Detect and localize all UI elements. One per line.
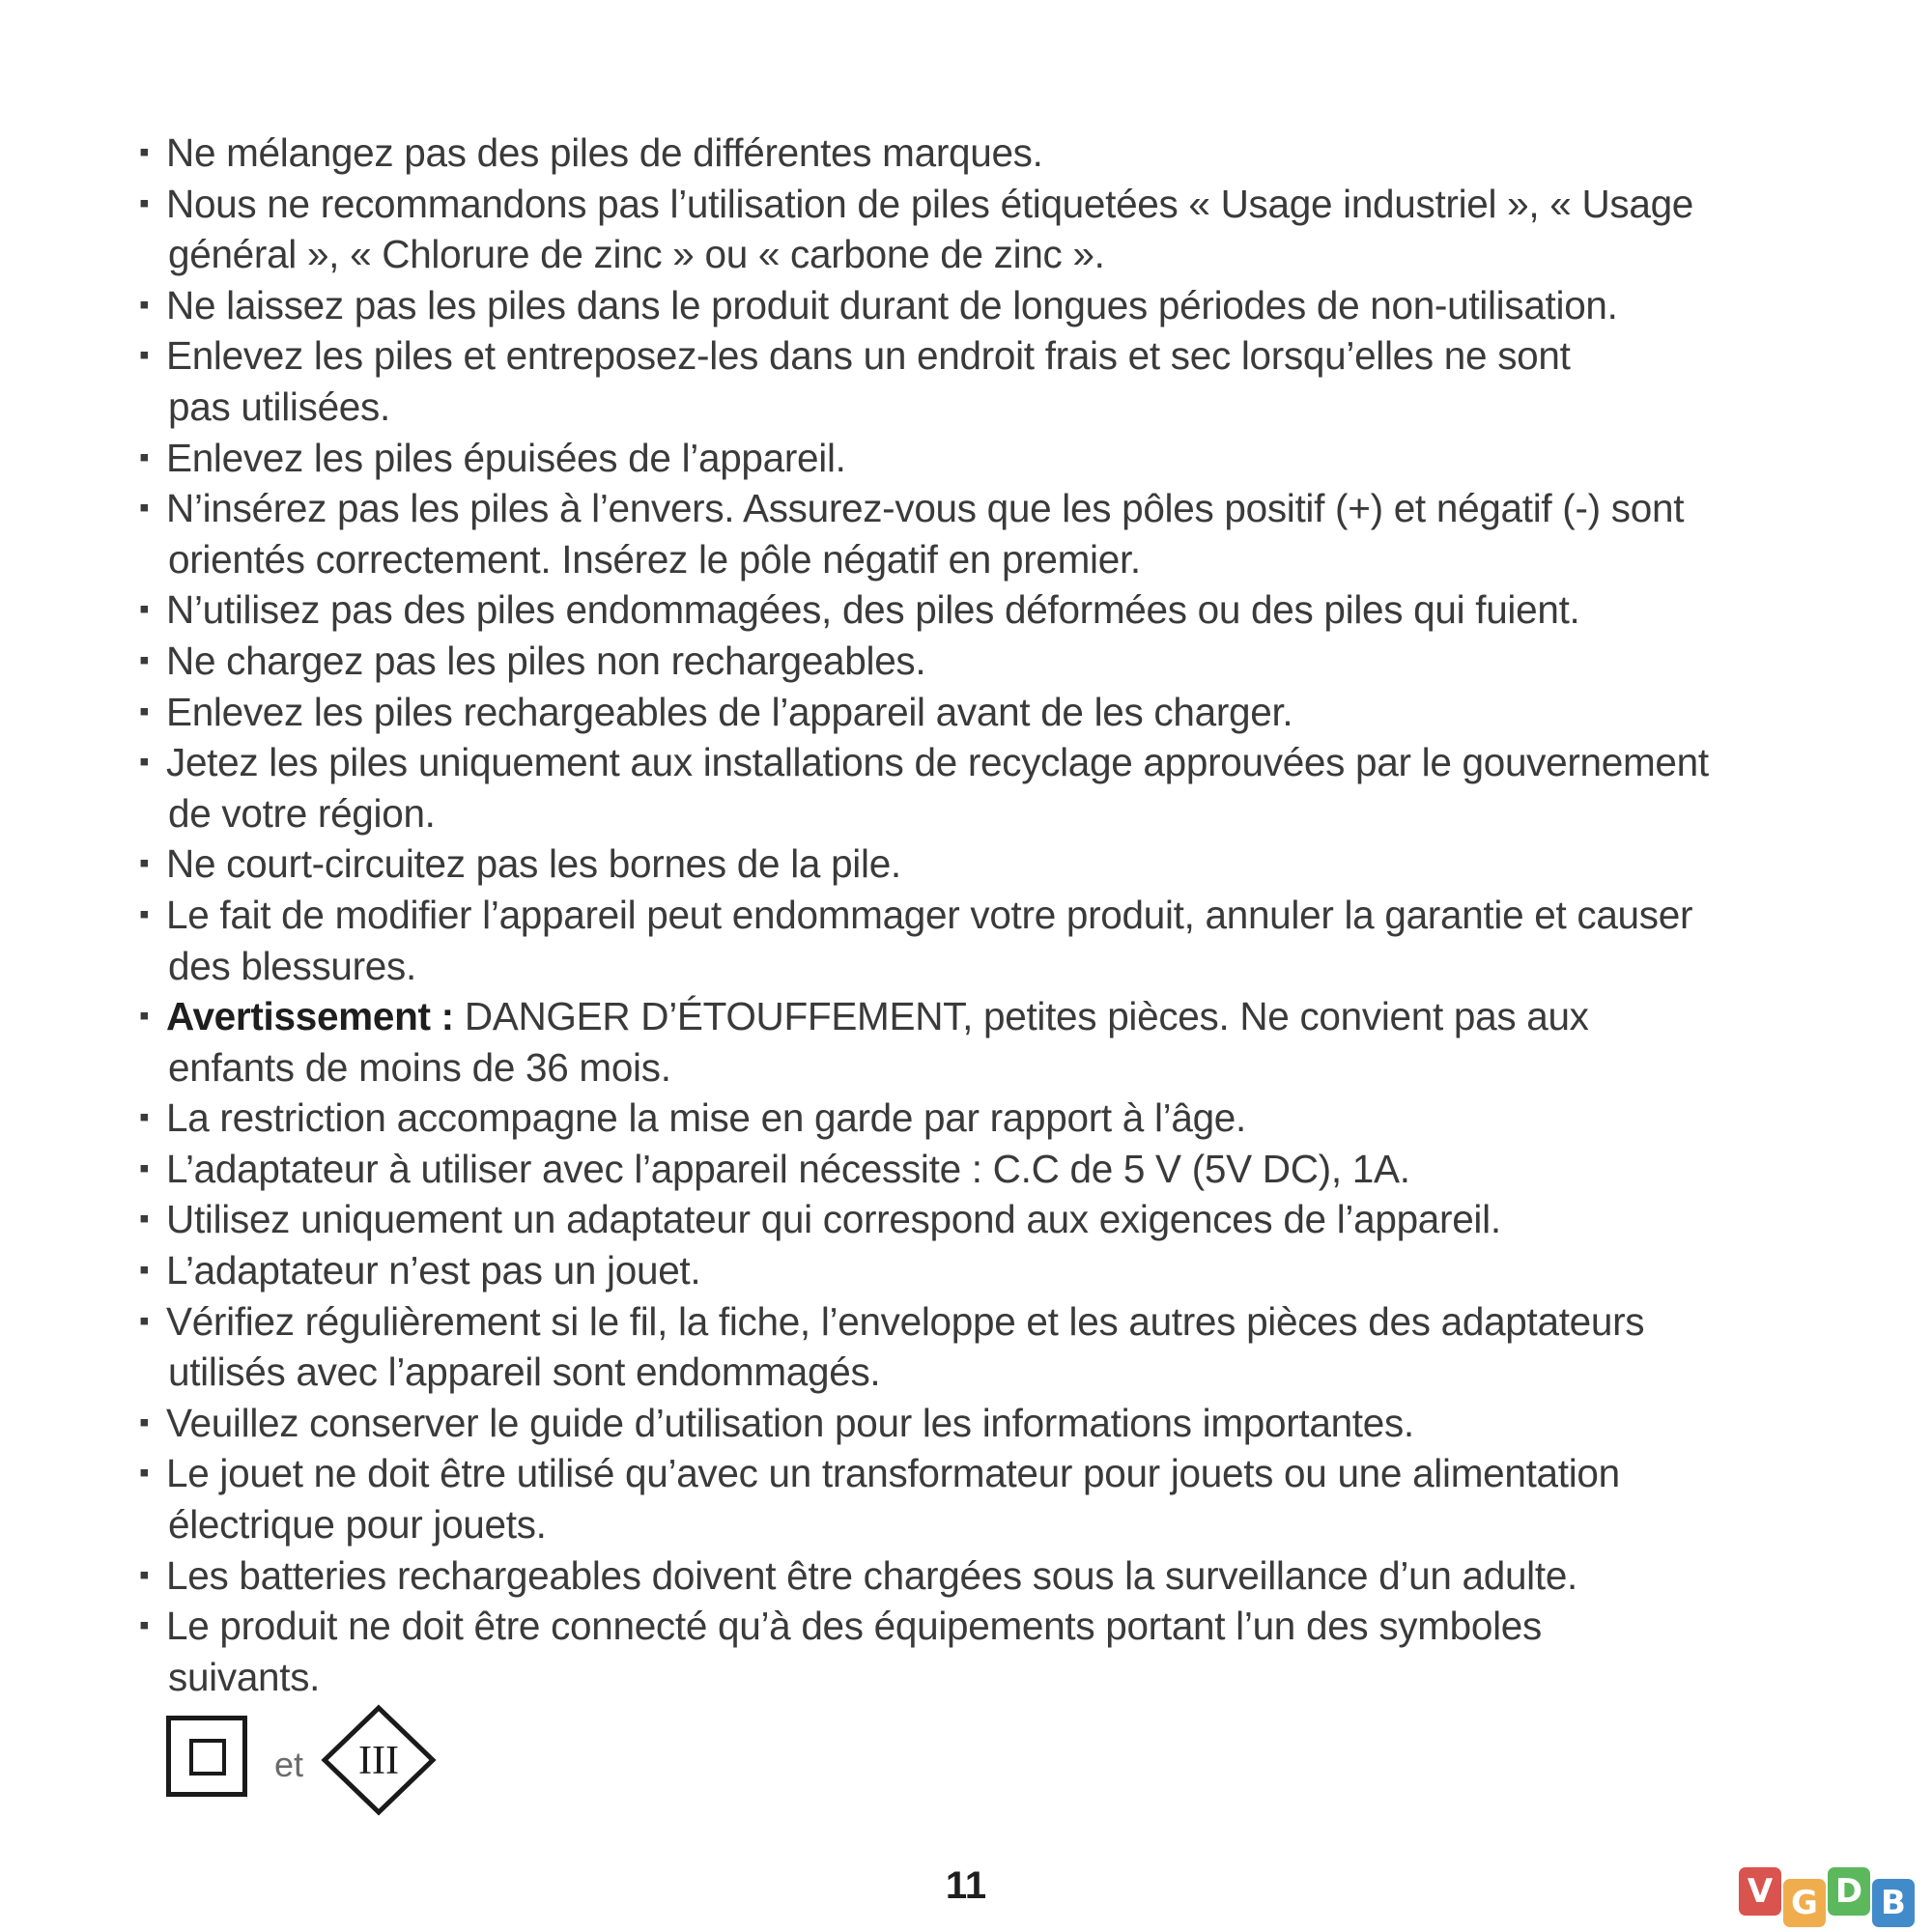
list-item-line: Le jouet ne doit être utilisé qu’avec un transformateur pour jouets ou une alimentation xyxy=(166,1451,1620,1496)
list-item-line xyxy=(166,991,1797,1042)
bullet-icon: ▪ xyxy=(139,1101,150,1134)
list-item-line: Ne chargez pas les piles non rechargeables. xyxy=(166,638,926,683)
list-item xyxy=(135,1398,1797,1449)
double-square-icon xyxy=(166,1716,247,1797)
list-item xyxy=(135,1550,1797,1602)
list-item-line: N’insérez pas les piles à l’envers. Assurez-vous que les pôles positif (+) et négatif (-) sont xyxy=(166,486,1685,531)
list-item-line: Ne mélangez pas des piles de différentes marques. xyxy=(166,130,1043,175)
list-item xyxy=(135,280,1797,331)
list-item-line: N’utilisez pas des piles endommagées, des piles déformées ou des piles qui fuient. xyxy=(166,587,1580,633)
bullet-icon: ▪ xyxy=(139,1151,150,1184)
list-item xyxy=(135,636,1797,687)
list-item xyxy=(135,890,1797,991)
bullet-icon: ▪ xyxy=(139,1000,150,1033)
list-item-line: Vérifiez régulièrement si le fil, la fiche, l’enveloppe et les autres pièces des adaptateurs xyxy=(166,1298,1645,1344)
bullet-icon: ▪ xyxy=(139,897,150,930)
list-item-line: utilisés avec l’appareil sont endommagés. xyxy=(168,1350,881,1395)
list-item-line: orientés correctement. Insérez le pôle négatif en premier. xyxy=(168,536,1141,582)
list-item xyxy=(135,128,1797,179)
bullet-icon: ▪ xyxy=(139,1254,150,1287)
list-item-line: Enlevez les piles rechargeables de l’appareil avant de les charger. xyxy=(166,689,1293,734)
list-item xyxy=(135,1296,1797,1398)
list-item xyxy=(135,687,1797,738)
safety-class-symbols xyxy=(166,1704,475,1820)
list-item xyxy=(135,991,1797,1093)
list-item-line: général », « Chlorure de zinc » ou « carbone de zinc ». xyxy=(168,232,1105,277)
bullet-icon: ▪ xyxy=(139,440,150,473)
bullet-icon: ▪ xyxy=(139,643,150,676)
bullet-icon: ▪ xyxy=(139,492,150,525)
list-item-line: Utilisez uniquement un adaptateur qui correspond aux exigences de l’appareil. xyxy=(166,1197,1501,1242)
list-item xyxy=(135,1601,1797,1702)
list-item-line: L’adaptateur n’est pas un jouet. xyxy=(166,1248,701,1293)
list-item-line: Veuillez conserver le guide d’utilisation pour les informations importantes. xyxy=(166,1400,1414,1445)
list-item xyxy=(135,1448,1797,1549)
list-item-line: pas utilisées. xyxy=(168,384,390,429)
diamond-iii-icon xyxy=(321,1704,437,1816)
list-item xyxy=(135,1144,1797,1195)
list-item-line: Ne laissez pas les piles dans le produit durant de longues périodes de non-utilisation. xyxy=(166,282,1618,327)
bullet-icon: ▪ xyxy=(139,1406,150,1438)
list-item xyxy=(135,1194,1797,1245)
logo-tile: B xyxy=(1872,1879,1915,1927)
list-item xyxy=(135,584,1797,636)
list-item-line: suivants. xyxy=(168,1654,321,1699)
bullet-icon: ▪ xyxy=(139,186,150,219)
list-item xyxy=(135,737,1797,838)
bullet-icon: ▪ xyxy=(139,746,150,779)
list-item xyxy=(135,838,1797,890)
bullet-icon: ▪ xyxy=(139,1609,150,1642)
list-item-line: Enlevez les piles épuisées de l’appareil. xyxy=(166,435,846,480)
warning-label: Avertissement : xyxy=(166,994,454,1039)
list-item xyxy=(135,483,1797,584)
list-item-line: Nous ne recommandons pas l’utilisation de piles étiquetées « Usage industriel », « Usage xyxy=(166,181,1694,226)
logo-tile: D xyxy=(1828,1867,1870,1916)
list-item-line: enfants de moins de 36 mois. xyxy=(168,1044,671,1090)
list-item-line: des blessures. xyxy=(168,943,416,988)
list-item-line: électrique pour jouets. xyxy=(168,1502,547,1548)
list-item-line: Jetez les piles uniquement aux installations de recyclage approuvées par le gouvernement xyxy=(166,740,1709,785)
safety-instructions-list xyxy=(135,128,1797,1702)
list-item-line: La restriction accompagne la mise en garde par rapport à l’âge. xyxy=(166,1095,1246,1141)
bullet-icon: ▪ xyxy=(139,136,150,168)
bullet-icon: ▪ xyxy=(139,847,150,880)
symbol-conjunction: et xyxy=(274,1745,304,1784)
bullet-icon: ▪ xyxy=(139,1203,150,1236)
list-item-line: Enlevez les piles et entreposez-les dans un endroit frais et sec lorsqu’elles ne sont xyxy=(166,333,1571,379)
warning-text: DANGER D’ÉTOUFFEMENT, petites pièces. Ne convient pas aux xyxy=(453,994,1589,1039)
list-item-line: L’adaptateur à utiliser avec l’appareil nécessite : C.C de 5 V (5V DC), 1A. xyxy=(166,1146,1410,1191)
list-item xyxy=(135,1093,1797,1144)
logo-tile: V xyxy=(1739,1867,1781,1916)
page-number: 11 xyxy=(945,1864,987,1907)
vgdb-logo xyxy=(1739,1858,1932,1932)
bullet-icon: ▪ xyxy=(139,695,150,727)
class3-numeral: III xyxy=(358,1739,399,1783)
list-item-line: Ne court-circuitez pas les bornes de la pile. xyxy=(166,841,901,887)
list-item-line: de votre région. xyxy=(168,790,436,836)
bullet-icon: ▪ xyxy=(139,339,150,372)
logo-tile: G xyxy=(1783,1879,1826,1927)
bullet-icon: ▪ xyxy=(139,1304,150,1337)
bullet-icon: ▪ xyxy=(139,1558,150,1591)
list-item-line: Le produit ne doit être connecté qu’à des équipements portant l’un des symboles xyxy=(166,1604,1542,1649)
list-item-line: Le fait de modifier l’appareil peut endommager votre produit, annuler la garantie et causer xyxy=(166,892,1693,937)
list-item xyxy=(135,433,1797,484)
bullet-icon: ▪ xyxy=(139,593,150,626)
list-item xyxy=(135,330,1797,432)
list-item xyxy=(135,179,1797,280)
list-item xyxy=(135,1245,1797,1296)
bullet-icon: ▪ xyxy=(139,288,150,321)
list-item-line: Les batteries rechargeables doivent être chargées sous la surveillance d’un adulte. xyxy=(166,1552,1578,1598)
bullet-icon: ▪ xyxy=(139,1457,150,1490)
